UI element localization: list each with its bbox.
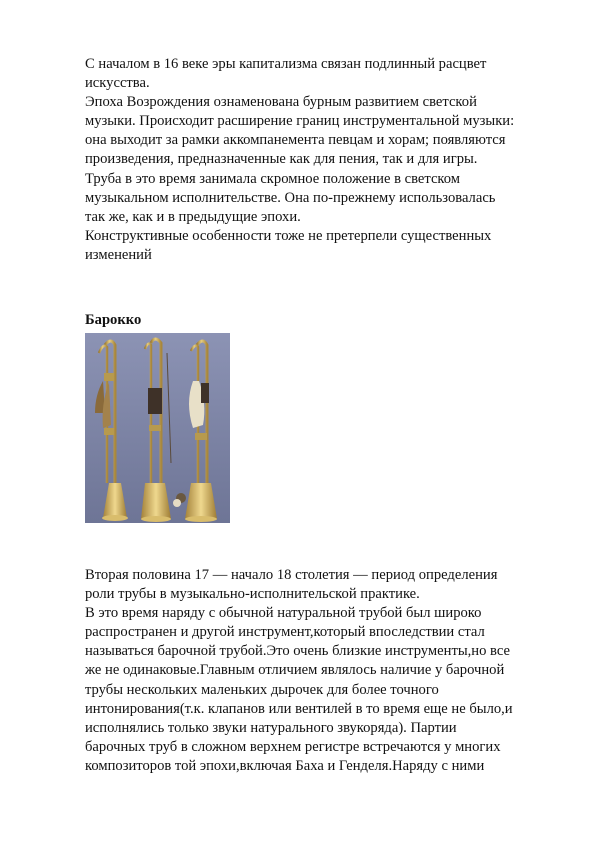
text-line: же не одинаковые.Главным отличием являлось наличие у барочной <box>85 662 505 679</box>
text-line: исполнялись только звуки натурального звукоряда). Партии <box>85 719 457 736</box>
text-line: барочных труб в сложном верхнем регистре встречаются у многих <box>85 738 501 755</box>
intro-paragraph <box>85 55 545 265</box>
text-line: роли трубы в музыкально-исполнительской практике. <box>85 586 420 603</box>
text-line: музыкальном исполнительстве. Она по-прежнему использовалась <box>85 189 496 206</box>
text-line: искусства. <box>85 75 150 92</box>
section-heading: Барокко <box>85 312 142 328</box>
text-line: изменений <box>85 246 152 263</box>
text-line: называться барочной трубой.Это очень близкие инструменты,но все <box>85 643 510 660</box>
baroque-trumpets-photo <box>85 333 230 523</box>
text-line: она выходит за рамки аккомпанемента певцам и хорам; появляются <box>85 132 506 149</box>
baroque-paragraph <box>85 566 545 776</box>
text-line: так же, как и в предыдущие эпохи. <box>85 208 301 225</box>
text-line: Эпоха Возрождения ознаменована бурным развитием светской <box>85 94 477 111</box>
text-line: произведения, предназначенные как для пения, так и для игры. <box>85 151 478 168</box>
text-line: композиторов той эпохи,включая Баха и Генделя.Наряду с ними <box>85 757 485 774</box>
text-line: интонирования(т.к. клапанов или вентилей в то время еще не было,и <box>85 700 513 717</box>
text-line: трубы нескольких маленьких дырочек для более точного <box>85 681 439 698</box>
text-line: музыки. Происходит расширение границ инструментальной музыки: <box>85 113 515 130</box>
text-line: Вторая половина 17 — начало 18 столетия — период определения <box>85 567 498 583</box>
text-line: С началом в 16 веке эры капитализма связан подлинный расцвет <box>85 56 487 72</box>
text-line: распространен и другой инструмент,который впоследствии стал <box>85 624 485 641</box>
text-line: Конструктивные особенности тоже не претерпели существенных <box>85 227 492 244</box>
text-line: В это время наряду с обычной натуральной трубой был широко <box>85 605 482 622</box>
text-line: Труба в это время занимала скромное положение в светском <box>85 170 461 187</box>
